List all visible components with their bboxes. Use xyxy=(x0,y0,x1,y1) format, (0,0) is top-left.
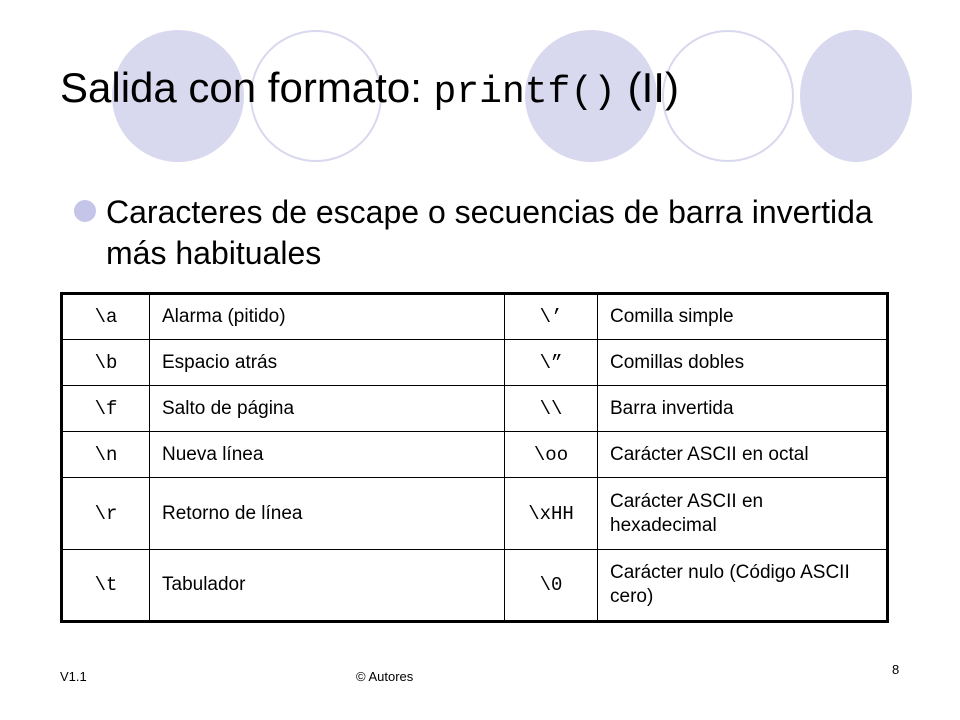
slide-title xyxy=(60,58,679,123)
table-row xyxy=(62,478,888,550)
title-code: printf() xyxy=(433,71,616,114)
escape-description: Alarma (pitido) xyxy=(150,294,505,340)
footer-version: V1.1 xyxy=(60,669,87,684)
bullet-icon xyxy=(74,200,96,222)
table-row xyxy=(62,294,888,340)
bullet-text: Caracteres de escape o secuencias de barra invertida más habituales xyxy=(106,194,873,271)
title-prefix: Salida con formato: xyxy=(60,64,434,111)
escape-description: Tabulador xyxy=(150,550,505,622)
escape-description: Nueva línea xyxy=(150,432,505,478)
escape-code: \n xyxy=(62,432,150,478)
escape-code: \0 xyxy=(505,550,598,622)
escape-code: \oo xyxy=(505,432,598,478)
escape-description: Retorno de línea xyxy=(150,478,505,550)
table-row xyxy=(62,432,888,478)
escape-code: \xHH xyxy=(505,478,598,550)
escape-code: \” xyxy=(505,340,598,386)
escape-description: Comillas dobles xyxy=(598,340,888,386)
escape-description: Espacio atrás xyxy=(150,340,505,386)
escape-code: \f xyxy=(62,386,150,432)
escape-code: \’ xyxy=(505,294,598,340)
footer-authors: © Autores xyxy=(356,669,414,684)
escape-code: \r xyxy=(62,478,150,550)
page-number: 8 xyxy=(892,662,900,677)
escape-description: Carácter nulo (Código ASCII cero) xyxy=(598,550,888,622)
escape-code: \a xyxy=(62,294,150,340)
escape-code: \b xyxy=(62,340,150,386)
escape-sequences-table xyxy=(60,292,889,623)
table-row xyxy=(62,386,888,432)
escape-description: Comilla simple xyxy=(598,294,888,340)
escape-description: Carácter ASCII en hexadecimal xyxy=(598,478,888,550)
table-row xyxy=(62,340,888,386)
decor-circle-3 xyxy=(800,30,912,162)
escape-code: \t xyxy=(62,550,150,622)
escape-description: Barra invertida xyxy=(598,386,888,432)
escape-description: Carácter ASCII en octal xyxy=(598,432,888,478)
table-row xyxy=(62,550,888,622)
decor-ring-2 xyxy=(662,30,794,162)
title-suffix: (II) xyxy=(615,64,679,111)
escape-description: Salto de página xyxy=(150,386,505,432)
escape-code: \\ xyxy=(505,386,598,432)
